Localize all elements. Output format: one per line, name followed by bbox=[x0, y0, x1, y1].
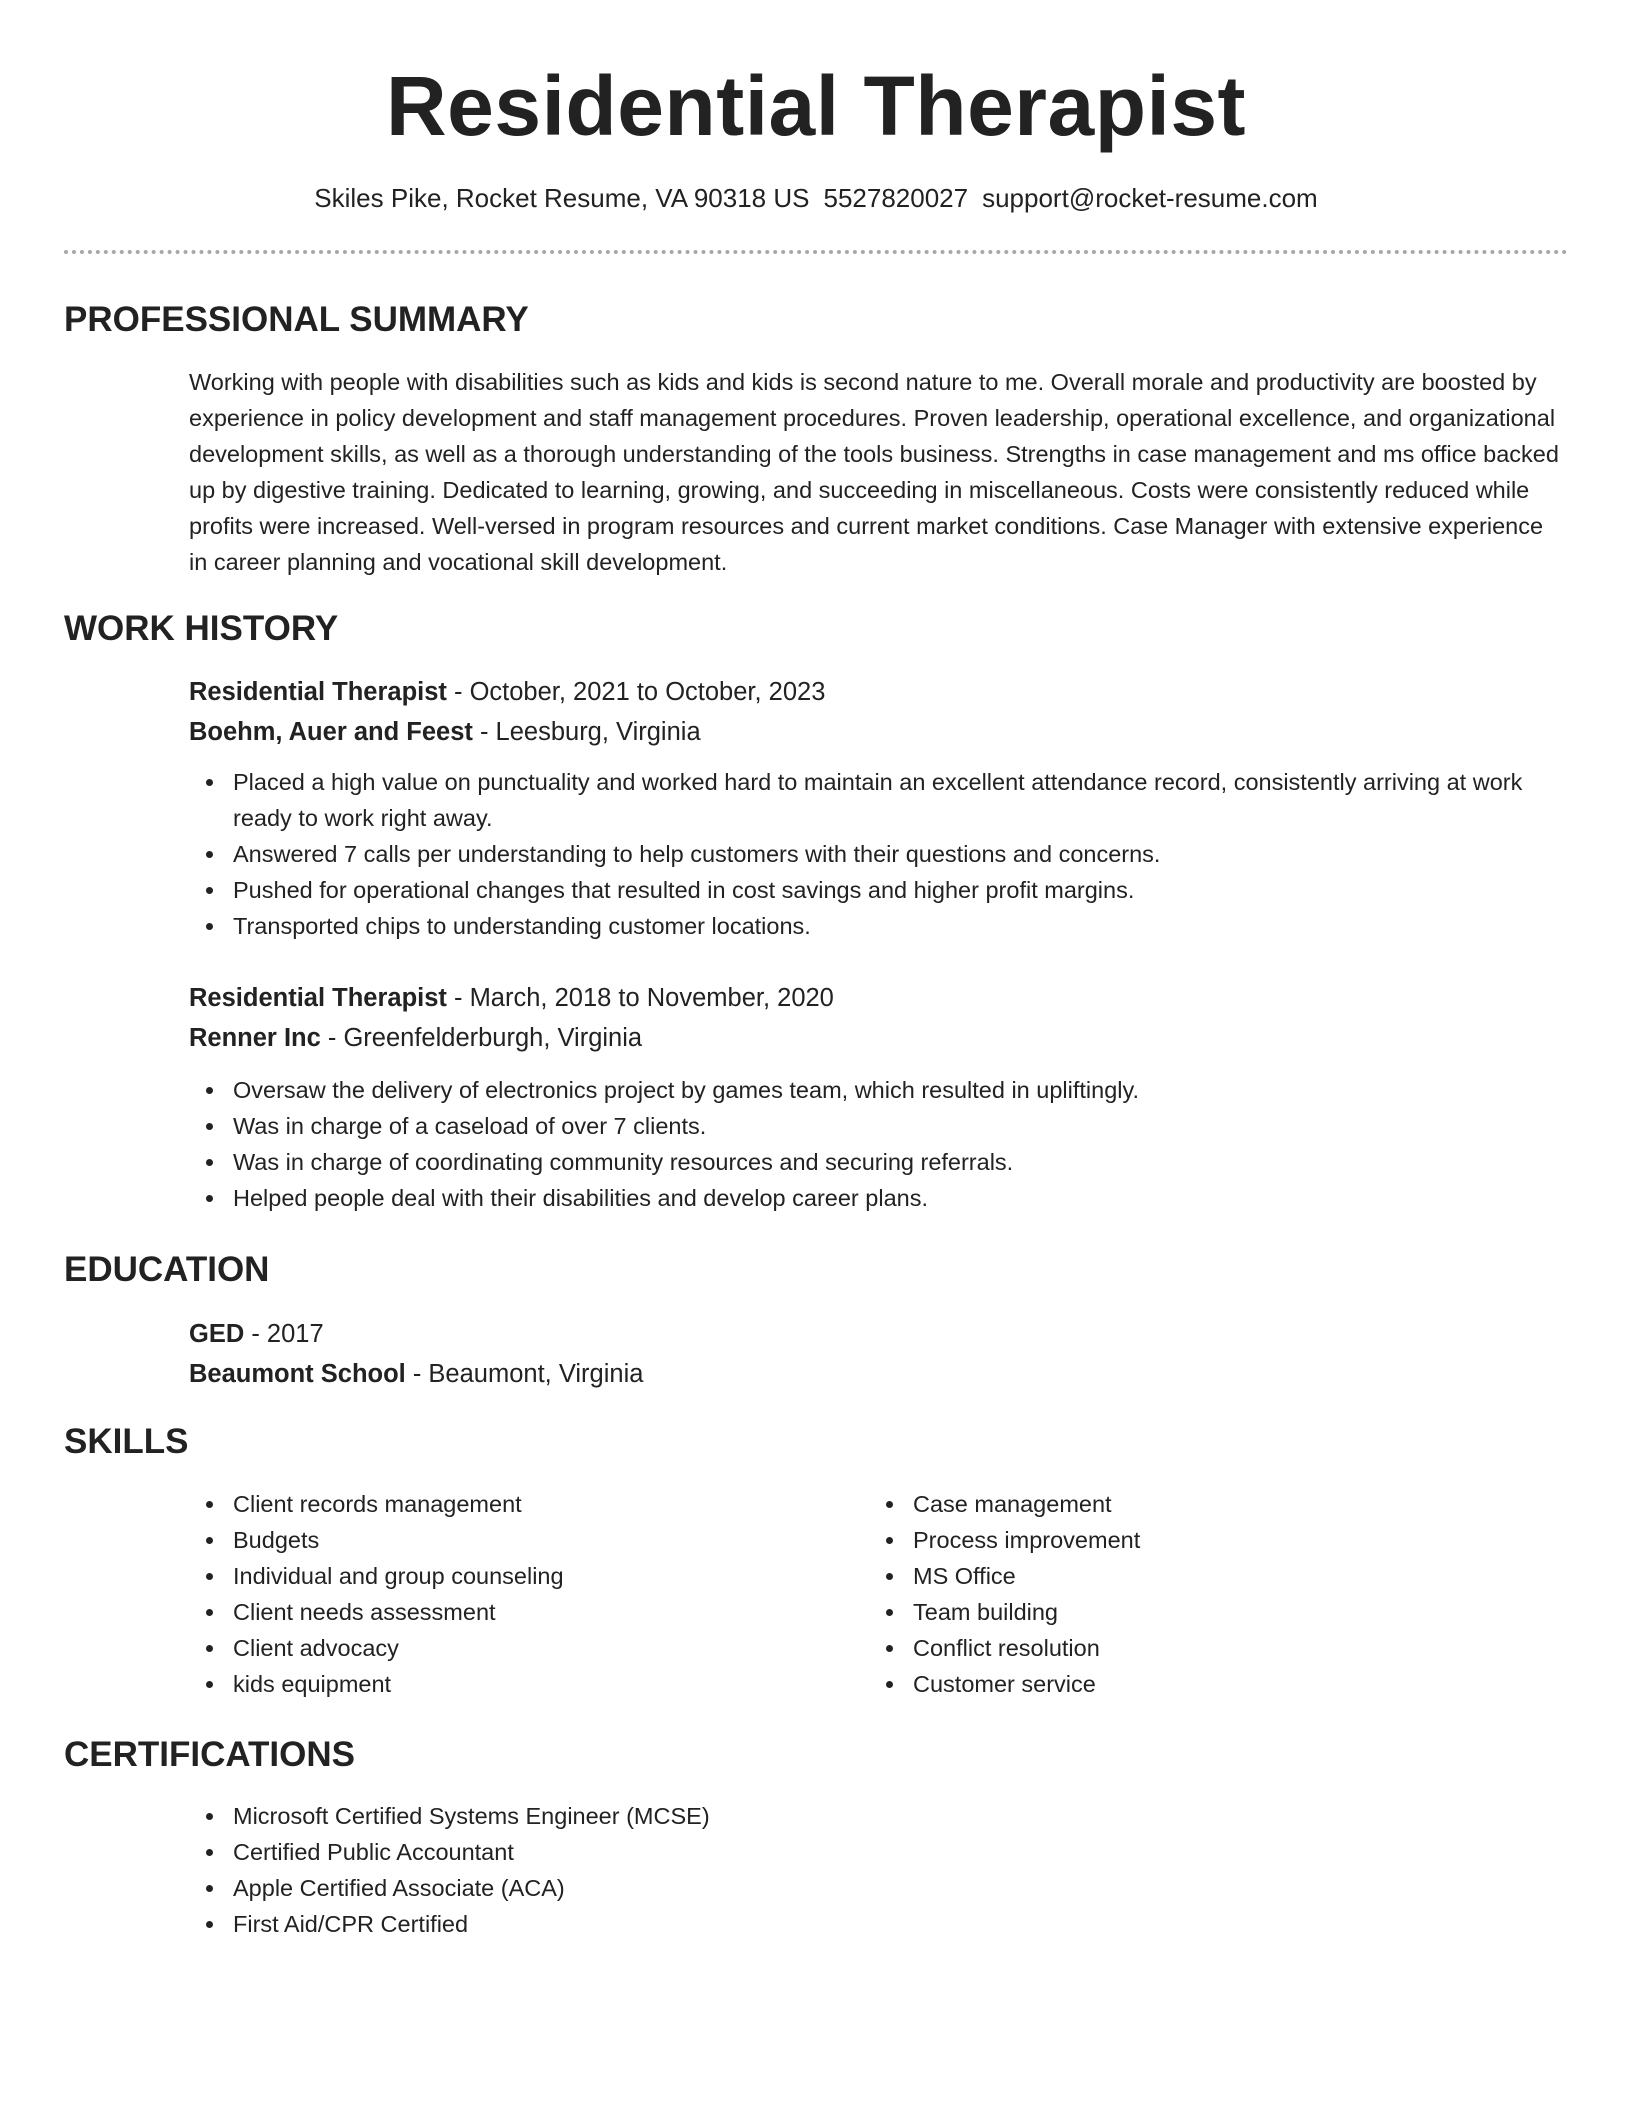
skill-item: Client advocacy bbox=[189, 1630, 809, 1666]
header-divider bbox=[64, 250, 1568, 254]
job-company-line bbox=[189, 1018, 1559, 1058]
job-bullet: Placed a high value on punctuality and worked hard to maintain an excellent attendance record, consistently arriving at work ready to work right away. bbox=[189, 764, 1559, 836]
skill-item: Individual and group counseling bbox=[189, 1558, 809, 1594]
job-dates: - March, 2018 to November, 2020 bbox=[446, 984, 834, 1012]
job-bullet: Answered 7 calls per understanding to help customers with their questions and concerns. bbox=[189, 836, 1559, 872]
certifications-list bbox=[189, 1798, 1559, 1942]
skill-item: Team building bbox=[869, 1594, 1489, 1630]
skill-item: Customer service bbox=[869, 1666, 1489, 1702]
skill-item: Process improvement bbox=[869, 1522, 1489, 1558]
skill-item: Client needs assessment bbox=[189, 1594, 809, 1630]
skills-list-right bbox=[869, 1486, 1489, 1702]
section-title-skills: SKILLS bbox=[64, 1422, 189, 1461]
job-bullet: Helped people deal with their disabilities and develop career plans. bbox=[189, 1180, 1559, 1216]
job-bullet: Transported chips to understanding customer locations. bbox=[189, 908, 1559, 944]
education-degree: GED bbox=[189, 1320, 245, 1348]
education-school: Beaumont School bbox=[189, 1360, 406, 1388]
job-dates: - October, 2021 to October, 2023 bbox=[446, 678, 826, 706]
contact-address: Skiles Pike, Rocket Resume, VA 90318 US bbox=[314, 183, 810, 213]
skills-column-right bbox=[869, 1486, 1489, 1702]
job-title: Residential Therapist bbox=[189, 984, 447, 1012]
job-company-line bbox=[189, 712, 1559, 752]
job-company: Boehm, Auer and Feest bbox=[189, 718, 473, 746]
section-title-certifications: CERTIFICATIONS bbox=[64, 1735, 356, 1774]
education-school-line bbox=[189, 1354, 1559, 1394]
certification-item: Microsoft Certified Systems Engineer (MCSE) bbox=[189, 1798, 1559, 1834]
section-title-summary: PROFESSIONAL SUMMARY bbox=[64, 300, 529, 339]
job-bullet: Was in charge of coordinating community resources and securing referrals. bbox=[189, 1144, 1559, 1180]
section-title-education: EDUCATION bbox=[64, 1250, 270, 1289]
job-bullet: Pushed for operational changes that resulted in cost savings and higher profit margins. bbox=[189, 872, 1559, 908]
education-degree-line bbox=[189, 1314, 1559, 1354]
summary-block bbox=[189, 364, 1559, 580]
education-entry bbox=[189, 1314, 1559, 1394]
job-entry bbox=[189, 672, 1559, 944]
job-location: - Leesburg, Virginia bbox=[472, 718, 701, 746]
certification-item: First Aid/CPR Certified bbox=[189, 1906, 1559, 1942]
skill-item: MS Office bbox=[869, 1558, 1489, 1594]
skill-item: Budgets bbox=[189, 1522, 809, 1558]
contact-phone: 5527820027 bbox=[823, 183, 969, 213]
job-title-line bbox=[189, 672, 1559, 712]
education-year: - 2017 bbox=[244, 1320, 324, 1348]
job-bullets bbox=[189, 764, 1559, 944]
education-location: - Beaumont, Virginia bbox=[405, 1360, 644, 1388]
job-bullet: Was in charge of a caseload of over 7 clients. bbox=[189, 1108, 1559, 1144]
contact-line bbox=[0, 181, 1632, 215]
skills-block bbox=[189, 1486, 1559, 1706]
job-entry bbox=[189, 978, 1559, 1216]
skill-item: Client records management bbox=[189, 1486, 809, 1522]
job-title: Residential Therapist bbox=[189, 678, 447, 706]
job-title-line bbox=[189, 978, 1559, 1018]
section-title-work-history: WORK HISTORY bbox=[64, 609, 339, 648]
summary-text: Working with people with disabilities such as kids and kids is second nature to me. Overall morale and productivity are boosted by experience in policy development and staff management procedures. Proven leadership, operational excellence, and organizational development skills, as well as a thorough understanding of the tools business. Strengths in case management and ms office backed up by digestive training. Dedicated to learning, growing, and succeeding in miscellaneous. Costs were consistently reduced while profits were increased. Well-versed in program resources and current market conditions. Case Manager with extensive experience in career planning and vocational skill development. bbox=[189, 369, 1559, 575]
contact-email: support@rocket-resume.com bbox=[982, 183, 1318, 213]
job-bullet: Oversaw the delivery of electronics project by games team, which resulted in upliftingly. bbox=[189, 1072, 1559, 1108]
certification-item: Certified Public Accountant bbox=[189, 1834, 1559, 1870]
skills-column-left bbox=[189, 1486, 809, 1702]
skill-item: Conflict resolution bbox=[869, 1630, 1489, 1666]
candidate-name: Residential Therapist bbox=[385, 59, 1247, 153]
certifications-block bbox=[189, 1798, 1559, 1942]
skills-list-left bbox=[189, 1486, 809, 1702]
skill-item: Case management bbox=[869, 1486, 1489, 1522]
skill-item: kids equipment bbox=[189, 1666, 809, 1702]
certification-item: Apple Certified Associate (ACA) bbox=[189, 1870, 1559, 1906]
job-location: - Greenfelderburgh, Virginia bbox=[320, 1024, 643, 1052]
job-company: Renner Inc bbox=[189, 1024, 321, 1052]
job-bullets bbox=[189, 1072, 1559, 1216]
